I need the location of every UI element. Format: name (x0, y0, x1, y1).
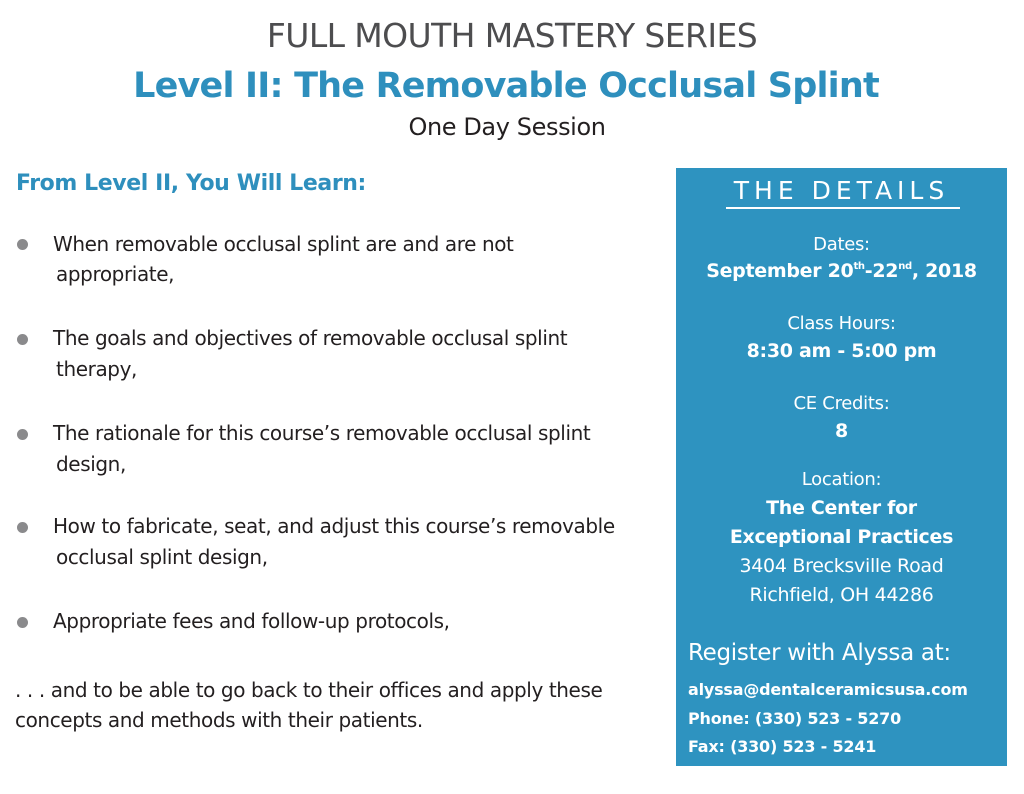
learn-item-line2: appropriate, (56, 262, 175, 286)
learn-item-line1: When removable occlusal splint are and are not (53, 232, 514, 256)
learn-heading: From Level II, You Will Learn: (16, 171, 366, 196)
contact-phone: Phone: (330) 523 - 5270 (688, 709, 902, 728)
address-line2: Richfield, OH 44286 (749, 584, 934, 606)
dates-prefix: September 20 (706, 260, 854, 282)
learn-item-line1: Appropriate fees and follow-up protocols, (53, 609, 450, 633)
contact-email[interactable]: alyssa@dentalceramicsusa.com (688, 680, 968, 699)
dates-value (676, 260, 1007, 282)
location-name-line1: The Center for (766, 497, 917, 519)
bullet-dot-icon (17, 429, 28, 440)
dates-sup-start: th (853, 261, 865, 272)
bullet-dot-icon (17, 617, 28, 628)
credits-value: 8 (835, 420, 848, 442)
bullet-dot-icon (17, 522, 28, 533)
hours-label: Class Hours: (787, 313, 896, 334)
hours-value: 8:30 am - 5:00 pm (746, 340, 937, 362)
learn-item-line2: occlusal splint design, (56, 545, 268, 569)
details-box (676, 168, 1007, 766)
contact-fax: Fax: (330) 523 - 5241 (688, 737, 877, 756)
learn-item-line2: therapy, (56, 357, 137, 381)
dates-suffix: , 2018 (911, 260, 977, 282)
series-title: FULL MOUTH MASTERY SERIES (266, 16, 758, 55)
credits-label: CE Credits: (793, 393, 890, 414)
level-title: Level II: The Removable Occlusal Splint (133, 66, 879, 106)
bullet-dot-icon (17, 334, 28, 345)
learn-item-line1: How to fabricate, seat, and adjust this course’s removable (53, 514, 615, 538)
details-heading: THE DETAILS (733, 176, 950, 205)
learn-item-line1: The goals and objectives of removable occlusal splint (53, 326, 568, 350)
location-name-line2: Exceptional Practices (729, 526, 954, 548)
learn-item-line2: design, (56, 452, 126, 476)
closing-text: . . . and to be able to go back to their offices and apply these concepts and methods with their patients. (15, 678, 603, 732)
session-title: One Day Session (408, 113, 606, 141)
location-label: Location: (801, 469, 882, 490)
bullet-dot-icon (17, 239, 28, 250)
register-heading: Register with Alyssa at: (688, 640, 951, 666)
address-line1: 3404 Brecksville Road (739, 555, 944, 577)
learn-item-line1: The rationale for this course’s removable occlusal splint (53, 421, 591, 445)
dates-mid: -22 (864, 260, 899, 282)
details-underline (726, 207, 960, 209)
dates-label: Dates: (813, 234, 870, 255)
dates-sup-end: nd (898, 261, 912, 272)
